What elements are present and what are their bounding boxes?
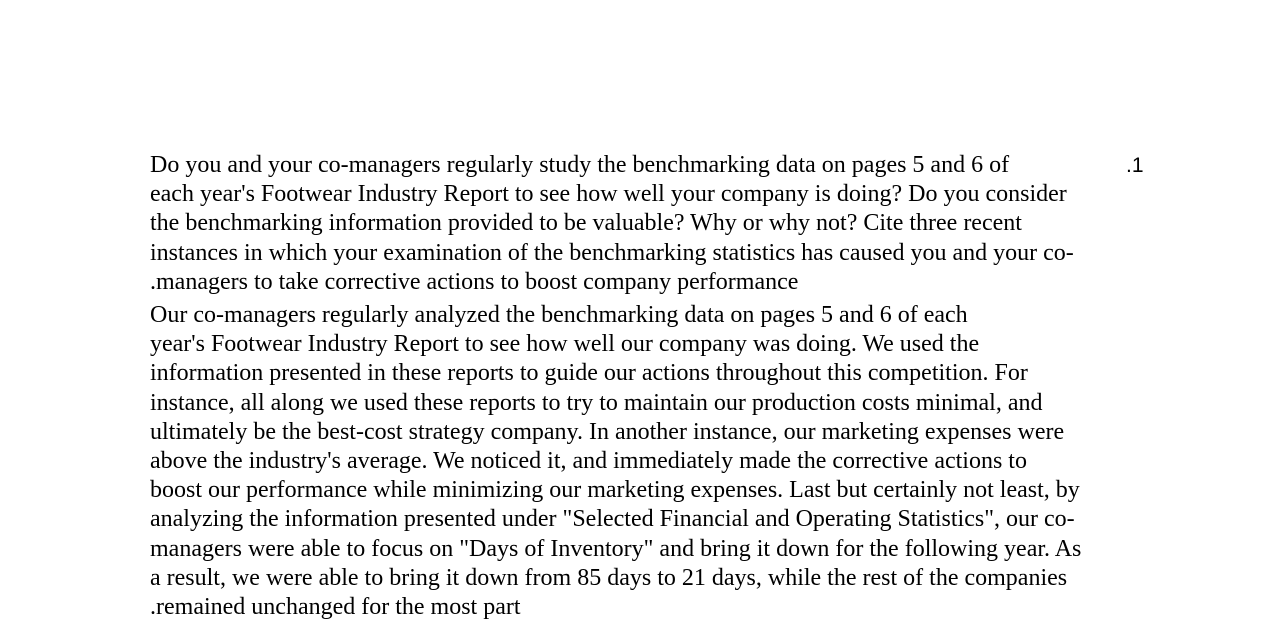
- question-line: instances in which your examination of the benchmarking statistics has caused you and your co-: [150, 239, 1074, 266]
- answer-line: analyzing the information presented under "Selected Financial and Operating Statistics", our co-: [150, 506, 1075, 533]
- answer-line: year's Footwear Industry Report to see how well our company was doing. We used the: [150, 331, 980, 358]
- answer-line: a result, we were able to bring it down from 85 days to 21 days, while the rest of the companies: [150, 564, 1068, 591]
- answer-line: .remained unchanged for the most part: [150, 593, 521, 620]
- answer-paragraph: [150, 301, 1140, 622]
- answer-line: managers were able to focus on "Days of Inventory" and bring it down for the following year. As: [150, 535, 1082, 562]
- question-paragraph: [150, 151, 1140, 297]
- answer-line: ultimately be the best-cost strategy company. In another instance, our marketing expenses were: [150, 418, 1065, 445]
- answer-line: instance, all along we used these reports to try to maintain our production costs minimal, and: [150, 389, 1043, 416]
- question-line: Do you and your co-managers regularly study the benchmarking data on pages 5 and 6 of: [150, 152, 1010, 178]
- answer-line: Our co-managers regularly analyzed the benchmarking data on pages 5 and 6 of each: [150, 302, 968, 328]
- answer-line: information presented in these reports to guide our actions throughout this competition. For: [150, 360, 1028, 387]
- question-line: each year's Footwear Industry Report to see how well your company is doing? Do you consider: [150, 181, 1067, 208]
- answer-line: above the industry's average. We noticed it, and immediately made the corrective actions to: [150, 447, 1027, 474]
- question-line: .managers to take corrective actions to boost company performance: [150, 268, 799, 295]
- question-number: .1: [1126, 154, 1144, 177]
- answer-line: boost our performance while minimizing our marketing expenses. Last but certainly not least, by: [150, 477, 1080, 504]
- question-line: the benchmarking information provided to be valuable? Why or why not? Cite three recent: [150, 210, 1022, 237]
